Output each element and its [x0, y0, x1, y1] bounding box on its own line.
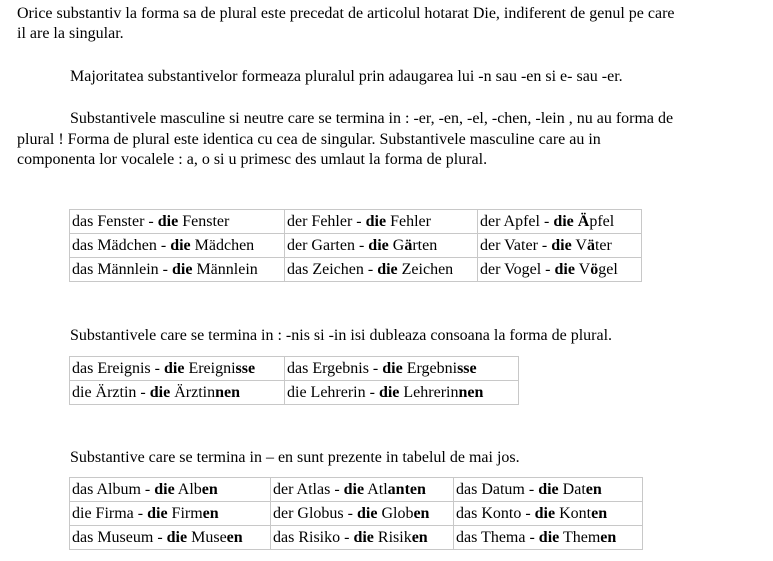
plural-stem: Männlein: [192, 260, 258, 278]
plural-article: die: [166, 528, 188, 546]
noun-pair-cell: [454, 502, 643, 526]
plural-ending: Ä: [577, 212, 590, 230]
plural-article: die: [353, 528, 374, 546]
plural-article: die: [171, 260, 193, 278]
noun-pair-cell: [70, 234, 285, 258]
noun-pair-cell: [285, 234, 478, 258]
singular-form: das Konto -: [456, 504, 535, 522]
plural-ending: en: [411, 528, 428, 546]
plural-article: die: [157, 212, 179, 230]
plural-stem: Zeichen: [397, 260, 454, 278]
plural-stem: Risik: [373, 528, 412, 546]
singular-form: der Garten -: [287, 236, 369, 254]
plural-ending: en: [591, 504, 608, 522]
intro-line-1: Orice substantiv la forma sa de plural este precedat de articolul hotarat Die, indiferent de genul pe care: [17, 5, 675, 22]
noun-pair-cell: [454, 478, 643, 502]
noun-pair-cell: [454, 526, 643, 550]
table-row: [70, 381, 519, 405]
noun-pair-cell: [70, 502, 271, 526]
noun-pair-cell: [285, 258, 478, 282]
plural-stem: Firm: [167, 504, 203, 522]
plural-ending: anten: [387, 480, 426, 498]
noun-pair-cell: [70, 357, 285, 381]
plural-article: die: [553, 212, 574, 230]
singular-form: das Datum -: [456, 480, 539, 498]
plural-ending: en: [201, 480, 218, 498]
table-body: [70, 210, 642, 282]
noun-pair-cell: [285, 381, 519, 405]
plural-article: die: [149, 383, 171, 401]
plural-article: die: [170, 236, 191, 254]
singular-form: das Fenster -: [72, 212, 158, 230]
plural-article: die: [356, 504, 378, 522]
plural-rest: gel: [598, 260, 618, 278]
plural-rest: pfel: [589, 212, 615, 230]
noun-pair-cell: [70, 210, 285, 234]
plural-article: die: [368, 236, 389, 254]
table-row: [70, 210, 642, 234]
plural-ending: nen: [215, 383, 240, 401]
noun-pair-cell: [285, 357, 519, 381]
plural-ending: en: [585, 480, 602, 498]
plural-article: die: [382, 359, 403, 377]
rule-masculine-neuter-paragraph: [17, 109, 673, 171]
singular-form: der Fehler -: [287, 212, 366, 230]
plural-ending: ä: [586, 236, 595, 254]
noun-pair-cell: [70, 526, 271, 550]
plural-article: die: [377, 260, 398, 278]
plural-stem: Them: [559, 528, 601, 546]
plural-stem: Ergebni: [402, 359, 458, 377]
plural-ending: sse: [457, 359, 477, 377]
plural-ending: nen: [458, 383, 484, 401]
table-body: [70, 357, 519, 405]
plural-ending: sse: [235, 359, 256, 377]
noun-pair-cell: [285, 210, 478, 234]
plural-article: die: [154, 480, 175, 498]
plural-stem: Fehler: [386, 212, 431, 230]
singular-form: das Männlein -: [72, 260, 172, 278]
plural-article: die: [378, 383, 400, 401]
plural-stem: Kont: [555, 504, 592, 522]
plural-article: die: [163, 359, 185, 377]
plural-stem: V: [571, 236, 587, 254]
singular-form: das Ereignis -: [72, 359, 164, 377]
plural-article: die: [551, 236, 572, 254]
plural-ending: ä: [404, 236, 413, 254]
singular-form: der Atlas -: [273, 480, 344, 498]
table-row: [70, 234, 642, 258]
singular-form: die Firma -: [72, 504, 148, 522]
plural-article: die: [365, 212, 387, 230]
plural-ending: en: [202, 504, 219, 522]
plural-stem: Atl: [364, 480, 388, 498]
plural-article: die: [538, 528, 560, 546]
plural-stem: Glob: [377, 504, 414, 522]
singular-form: das Zeichen -: [287, 260, 378, 278]
noun-pair-cell: [271, 502, 454, 526]
plural-stem: Alb: [174, 480, 202, 498]
noun-pair-cell: [478, 234, 642, 258]
rule-plural-suffixes: Majoritatea substantivelor formeaza pluralul prin adaugarea lui -n sau -en si e- sau -er.: [70, 68, 623, 85]
rule-masculine-line-3: componenta lor vocalele : a, o si u primesc des umlaut la forma de plural.: [17, 151, 488, 168]
noun-pair-cell: [70, 381, 285, 405]
singular-form: die Lehrerin -: [287, 383, 379, 401]
plural-stem: Dat: [558, 480, 586, 498]
plural-stem: G: [388, 236, 405, 254]
singular-form: der Globus -: [273, 504, 357, 522]
plural-stem: Mädchen: [190, 236, 255, 254]
plural-ending: en: [600, 528, 617, 546]
table-row: [70, 526, 643, 550]
table-row: [70, 258, 642, 282]
singular-form: der Vater -: [480, 236, 552, 254]
plural-ending: ö: [590, 260, 599, 278]
singular-form: das Ergebnis -: [287, 359, 383, 377]
table-row: [70, 357, 519, 381]
singular-form: das Museum -: [72, 528, 167, 546]
noun-pair-cell: [478, 258, 642, 282]
plural-stem: Fenster: [178, 212, 230, 230]
table-nis-in-examples: [69, 356, 519, 405]
plural-stem: Lehrerin: [399, 383, 459, 401]
plural-ending: en: [226, 528, 243, 546]
plural-article: die: [534, 504, 556, 522]
noun-pair-cell: [271, 526, 454, 550]
table-en-examples: [69, 477, 643, 550]
plural-rest: ter: [594, 236, 612, 254]
plural-stem: V: [574, 260, 591, 278]
singular-form: der Apfel -: [480, 212, 554, 230]
plural-stem: Muse: [187, 528, 227, 546]
plural-article: die: [343, 480, 365, 498]
plural-article: die: [147, 504, 168, 522]
singular-form: der Vogel -: [480, 260, 555, 278]
singular-form: das Album -: [72, 480, 155, 498]
table-row: [70, 502, 643, 526]
plural-ending: en: [413, 504, 430, 522]
noun-pair-cell: [70, 478, 271, 502]
plural-stem: Ärztin: [170, 383, 216, 401]
intro-line-2: il are la singular.: [17, 25, 124, 42]
noun-pair-cell: [70, 258, 285, 282]
noun-pair-cell: [478, 210, 642, 234]
noun-pair-cell: [271, 478, 454, 502]
rule-nis-in: Substantivele care se termina in : -nis si -in isi dubleaza consoana la forma de plural.: [70, 327, 613, 344]
table-row: [70, 478, 643, 502]
rule-masculine-line-1: Substantivele masculine si neutre care se termina in : -er, -en, -el, -chen, -lein , nu au forma de: [70, 110, 674, 127]
rule-masculine-line-2: plural ! Forma de plural este identica cu cea de singular. Substantivele masculine care au in: [17, 130, 601, 148]
table-masculine-neuter-examples: [69, 209, 642, 282]
table-body: [70, 478, 643, 550]
rule-en: Substantive care se termina in – en sunt prezente in tabelul de mai jos.: [70, 449, 520, 466]
singular-form: das Risiko -: [273, 528, 354, 546]
singular-form: die Ärztin -: [72, 383, 150, 401]
plural-rest: rten: [412, 236, 438, 254]
plural-article: die: [538, 480, 559, 498]
singular-form: das Thema -: [456, 528, 539, 546]
plural-article: die: [554, 260, 575, 278]
singular-form: das Mädchen -: [72, 236, 171, 254]
intro-paragraph: [17, 4, 675, 44]
plural-stem: Ereigni: [184, 359, 236, 377]
